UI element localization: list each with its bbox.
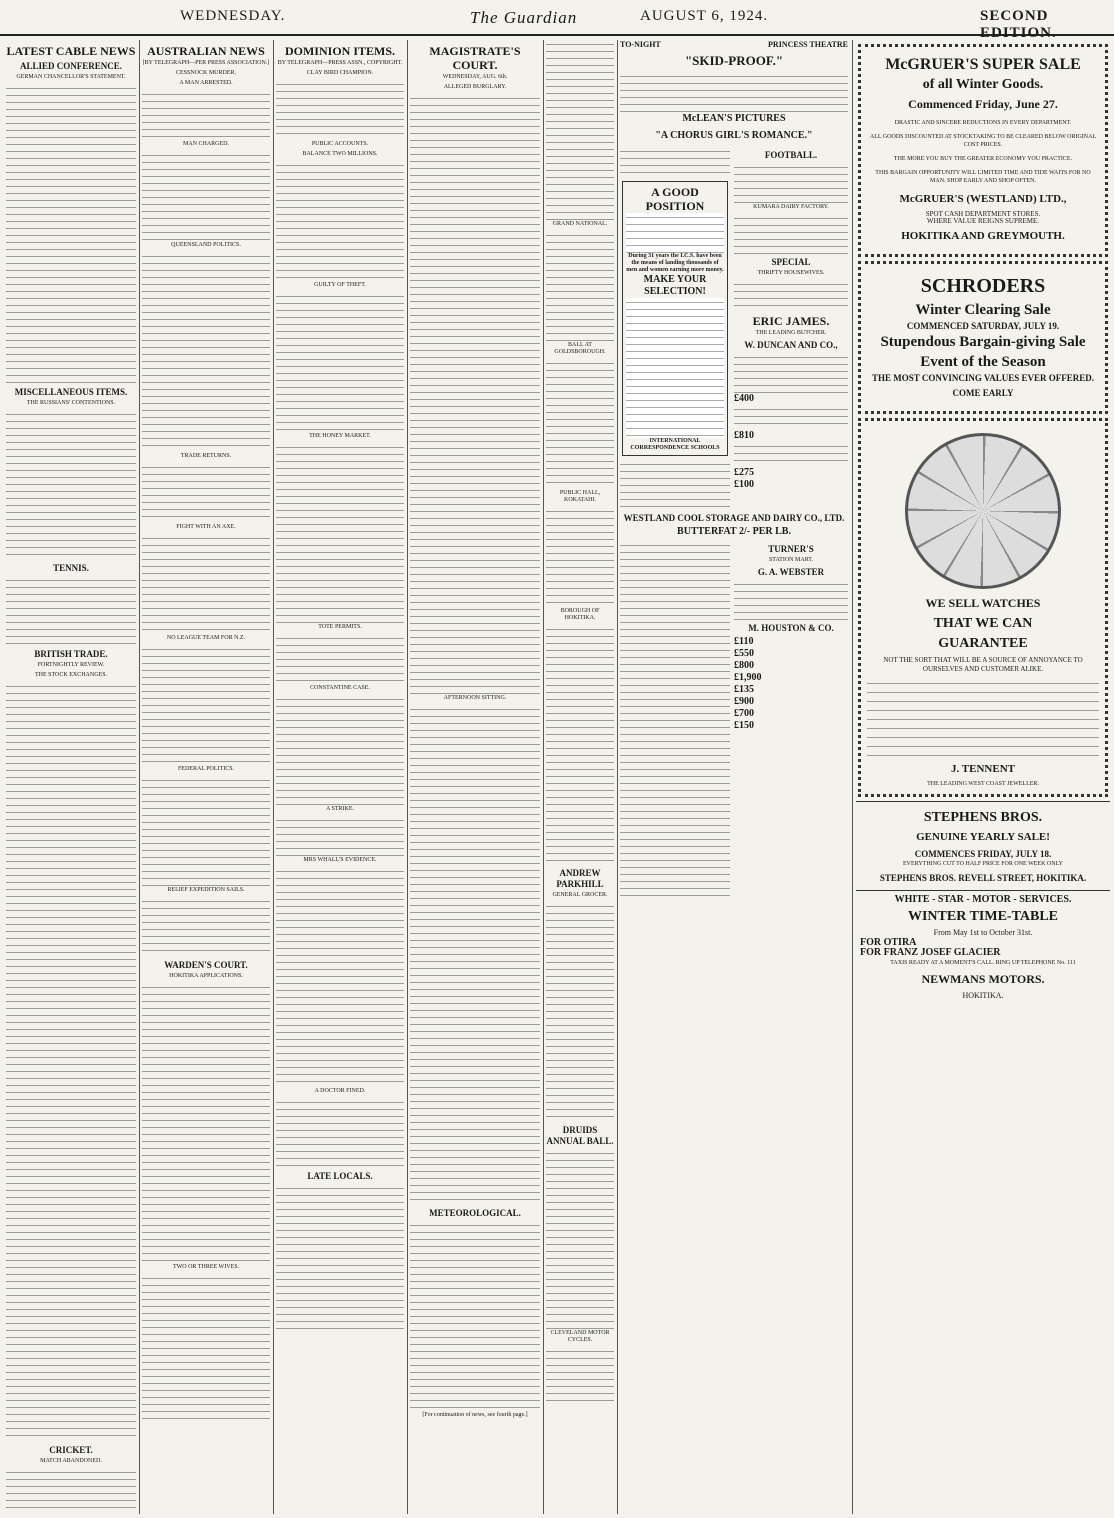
film-title: "SKID-PROOF." [684, 53, 784, 68]
subheading: BY TELEGRAPH—PRESS ASSN., COPYRIGHT. [277, 60, 403, 66]
article-text [142, 534, 270, 634]
ics-title: A GOOD POSITION [645, 185, 705, 213]
article-text [410, 705, 540, 1205]
subheading: GENERAL GROCER. [552, 892, 608, 898]
stephens-sub: GENUINE YEARLY SALE! [916, 831, 1050, 843]
ics-school-name: INTERNATIONAL CORRESPONDENCE SCHOOLS [630, 438, 720, 451]
column-display-adverts [856, 40, 1110, 1514]
mcgruer-text: ALL GOODS DISCOUNTED AT STOCKTAKING TO BE CLEARED BELOW ORIGINAL COST PRICES. [869, 134, 1097, 148]
advert-title: SPECIAL [771, 257, 811, 267]
subheading: KUMARA DAIRY FACTORY. [753, 204, 829, 210]
route-franz-josef: FOR FRANZ JOSEF GLACIER [860, 947, 1001, 958]
subheading: BOROUGH OF HOKITIKA. [560, 608, 600, 621]
property-price: £700 [734, 708, 754, 719]
headline: DOMINION ITEMS. [284, 44, 395, 58]
stephens-advert [856, 801, 1110, 887]
lower-right [734, 541, 848, 901]
subheading: FIGHT WITH AN AXE. [176, 524, 236, 530]
column-rule [852, 40, 853, 1514]
subheading: THE RUSSIANS' CONTENTIONS. [26, 400, 116, 406]
article-text [276, 634, 404, 684]
stephens-title: STEPHENS BROS. [923, 810, 1043, 825]
headline: TENNIS. [53, 563, 89, 573]
watches-headline: THAT WE CAN [933, 616, 1033, 631]
mcgruer-text: THE MORE YOU BUY THE GREATER ECONOMY YOU PRACTICE. [893, 156, 1073, 162]
subheading: TWO OR THREE WIVES. [172, 1264, 240, 1270]
article-text [142, 983, 270, 1263]
property-price: £1,900 [734, 672, 762, 683]
subheading: PUBLIC HALL, KOKATAHI. [559, 490, 601, 503]
property-price: £800 [734, 660, 754, 671]
column-rule [273, 40, 274, 1514]
subheading: BALANCE TWO MILLIONS. [302, 151, 378, 157]
classified-text [546, 902, 614, 1122]
subheading: THE LEADING BUTCHER. [755, 330, 827, 336]
theatre-text [620, 72, 848, 112]
subheading: FEDERAL POLITICS. [177, 766, 235, 772]
white-star-advert [856, 890, 1110, 1005]
tennent-advert [858, 418, 1108, 797]
article-text [276, 1098, 404, 1168]
column-cable-news [6, 40, 136, 1514]
classified-text [546, 507, 614, 607]
theatre-tonight: TO-NIGHT [620, 40, 661, 49]
article-text [276, 292, 404, 432]
subheading: CLEVELAND MOTOR CYCLES. [550, 1330, 610, 1343]
column-magistrates-court [410, 40, 540, 1514]
subheading: GUILTY OF THEFT. [314, 282, 366, 288]
article-text [276, 695, 404, 805]
subheading: CONSTANTINE CASE. [310, 685, 370, 691]
article-text [410, 1221, 540, 1411]
subheading: TOTE PERMITS. [318, 624, 362, 630]
advert-title: DRUIDS ANNUAL BALL. [546, 1125, 614, 1146]
mcgruer-advert [858, 44, 1108, 257]
headline: MISCELLANEOUS ITEMS. [14, 387, 128, 397]
watches-text: NOT THE SORT THAT WILL BE A SOURCE OF ANNOYANCE TO OURSELVES AND CUSTOMER ALIKE. [883, 656, 1083, 673]
classified-text [620, 541, 730, 901]
mcgruer-locations: HOKITIKA AND GREYMOUTH. [901, 230, 1065, 242]
classified-text [620, 460, 730, 510]
mcgruer-text: THIS BARGAIN OPPORTUNITY WILL LIMITED TIME AND TIDE WAITS FOR NO MAN. SHOP EARLY AND SHOP OFTEN. [875, 170, 1091, 184]
property-price: £550 [734, 648, 754, 659]
subheading: WEDNESDAY, AUG. 6th. [442, 74, 508, 80]
subheading: MATCH ABANDONED. [40, 1458, 102, 1464]
stephens-text: EVERYTHING CUT TO HALF PRICE FOR ONE WEEK ONLY [903, 861, 1063, 867]
classified-text [546, 40, 614, 220]
local-ads-right [734, 147, 848, 510]
article-text [6, 682, 136, 1442]
article-text [6, 1468, 136, 1514]
classified-text [734, 405, 848, 430]
column-rule [617, 40, 618, 1514]
stephens-address: STEPHENS BROS. REVELL STREET, HOKITIKA. [879, 873, 1087, 883]
property-price: £275 [734, 467, 754, 478]
advert-title: TURNER'S [768, 544, 814, 554]
mcgruer-text: DRASTIC AND SINCERE REDUCTIONS IN EVERY DEPARTMENT. [894, 120, 1072, 126]
subheading: THRIFTY HOUSEWIVES. [757, 270, 825, 276]
property-price: £150 [734, 720, 754, 731]
subheading: ALLEGED BURGLARY. [443, 84, 507, 90]
masthead-day: WEDNESDAY. [180, 8, 286, 24]
subheading: CESSNOCK MURDER. [175, 70, 236, 76]
article-text [276, 867, 404, 1087]
advert-title: M. HOUSTON & CO. [748, 623, 834, 633]
classified-text [734, 353, 848, 393]
classified-text [620, 147, 730, 177]
ics-advert [622, 181, 728, 456]
film-title: "A CHORUS GIRL'S ROMANCE." [655, 130, 813, 141]
headline: CRICKET. [49, 1445, 93, 1455]
classified-text [734, 580, 848, 620]
pictures-name: McLEAN'S PICTURES [682, 113, 786, 124]
watches-headline: GUARANTEE [938, 636, 1028, 651]
classified-text [546, 231, 614, 341]
subheading: TRADE RETURNS. [180, 453, 232, 459]
column-rule [407, 40, 408, 1514]
column-adverts-local [620, 40, 848, 1514]
subheading: MRS WHALL'S EVIDENCE. [303, 857, 377, 863]
subheading: HOKITIKA APPLICATIONS. [169, 973, 243, 979]
article-text [142, 90, 270, 140]
mid-section [620, 147, 848, 510]
ics-claim: During 31 years the I.C.S. have been the means of landing thousands of men and women earning more money. [626, 253, 724, 273]
lower-left [620, 541, 730, 901]
watches-headline: WE SELL WATCHES [925, 596, 1041, 610]
taxi-note: TAXIS READY AT A MOMENT'S CALL. RING UP TELEPHONE No. 111 [890, 960, 1076, 966]
ics-text [626, 213, 724, 253]
headline: METEOROLOGICAL. [429, 1208, 521, 1218]
classified-text [734, 442, 848, 467]
headline: LATEST CABLE NEWS [6, 44, 136, 58]
classified-text [734, 214, 848, 254]
subheading: THE HONEY MARKET. [309, 433, 371, 439]
masthead-date: AUGUST 6, 1924. [640, 8, 769, 24]
schroders-title: SCHRODERS [920, 275, 1046, 297]
schroders-sub: Winter Clearing Sale [915, 302, 1051, 318]
advert-title: WESTLAND COOL STORAGE AND DAIRY CO., LTD. [623, 513, 845, 523]
article-text [6, 576, 136, 646]
schroders-headline: Stupendous Bargain-giving Sale [880, 334, 1086, 350]
mcgruer-date: Commenced Friday, June 27. [908, 97, 1058, 111]
mcgruer-title: McGRUER'S SUPER SALE [885, 56, 1081, 73]
article-text [276, 443, 404, 623]
classified-text [546, 1347, 614, 1407]
property-price: £135 [734, 684, 754, 695]
article-text [142, 151, 270, 241]
jeweller-tagline: THE LEADING WEST COAST JEWELLER. [927, 781, 1039, 787]
masthead [0, 0, 1114, 41]
article-text [142, 645, 270, 765]
schroders-come-early: COME EARLY [952, 388, 1014, 398]
article-text [142, 252, 270, 452]
article-text [276, 80, 404, 140]
article-text [142, 1274, 270, 1424]
advert-title: ANDREW PARKHILL [556, 868, 604, 889]
subheading: A DOCTOR FINED. [314, 1088, 366, 1094]
property-price: £110 [734, 636, 754, 647]
article-text [142, 897, 270, 957]
column-classifieds [546, 40, 614, 1514]
classified-text [734, 280, 848, 310]
mcgruer-tagline: WHERE VALUE REIGNS SUPREME. [926, 217, 1040, 225]
column-rule [139, 40, 140, 1514]
mcgruer-sub: of all Winter Goods. [922, 77, 1044, 92]
subheading: GRAND NATIONAL. [552, 221, 608, 227]
newmans-title: NEWMANS MOTORS. [921, 972, 1045, 986]
watches-body [867, 678, 1099, 758]
column-rule [543, 40, 544, 1514]
mcgruer-tagline: SPOT CASH DEPARTMENT STORES. [925, 210, 1041, 218]
subheading: RELIEF EXPEDITION SAILS. [167, 887, 245, 893]
advert-title: FOOTBALL. [764, 150, 818, 160]
stephens-date: COMMENCES FRIDAY, JULY 18. [914, 849, 1052, 859]
classified-text [546, 1149, 614, 1329]
article-text [142, 463, 270, 523]
white-star-title: WHITE - STAR - MOTOR - SERVICES. [894, 894, 1072, 905]
route-otira: FOR OTIRA [860, 937, 917, 948]
article-text [6, 410, 136, 560]
subheading: FORTNIGHTLY REVIEW. [37, 662, 105, 668]
schroders-date: COMMENCED SATURDAY, JULY 19. [906, 321, 1060, 331]
classified-text [546, 625, 614, 865]
timetable-title: WINTER TIME-TABLE [907, 909, 1058, 924]
classified-text [546, 359, 614, 489]
subheading: NO LEAGUE TEAM FOR N.Z. [166, 635, 246, 641]
property-price: £100 [734, 479, 754, 490]
subheading: [BY TELEGRAPH—PER PRESS ASSOCIATION.] [142, 60, 270, 66]
subheading: STATION MART. [768, 557, 814, 563]
subheading: GERMAN CHANCELLOR'S STATEMENT. [16, 74, 126, 80]
headline: MAGISTRATE'S COURT. [429, 44, 521, 72]
article-text [6, 84, 136, 384]
article-text [276, 816, 404, 856]
advert-title: W. DUNCAN AND CO., [744, 340, 838, 350]
classified-text [734, 163, 848, 203]
subheading: THE STOCK EXCHANGES. [34, 672, 108, 678]
ics-course-list [626, 298, 724, 438]
property-price: £400 [734, 393, 754, 404]
subheading: QUEENSLAND POLITICS. [171, 242, 241, 248]
advert-title: ERIC JAMES. [752, 314, 830, 328]
subheading: BALL AT GOLDSBOROUGH. [554, 342, 606, 355]
column-australian-news [142, 40, 270, 1514]
advert-title: G. A. WEBSTER [757, 567, 825, 577]
local-ads-left [620, 147, 730, 510]
masthead-title: The Guardian [470, 8, 578, 27]
theatre-header [620, 40, 848, 50]
article-text [142, 776, 270, 886]
headline: WARDEN'S COURT. [164, 960, 248, 970]
mcgruer-company: McGRUER'S (WESTLAND) LTD., [899, 193, 1067, 205]
headline: BRITISH TRADE. [34, 649, 108, 659]
subheading: CLAY BIRD CHAMPION. [306, 70, 374, 76]
headline: LATE LOCALS. [307, 1171, 373, 1181]
lower-section [620, 541, 848, 901]
newmans-location: HOKITIKA. [962, 991, 1004, 1000]
headline: AUSTRALIAN NEWS [147, 44, 265, 58]
schroders-advert [858, 261, 1108, 414]
watch-icon [905, 433, 1061, 589]
jeweller-name: J. TENNENT [951, 763, 1015, 775]
schroders-headline: Event of the Season [920, 354, 1046, 370]
column-dominion-items [276, 40, 404, 1514]
subheading: AFTERNOON SITTING. [443, 695, 507, 701]
property-price: £900 [734, 696, 754, 707]
article-text [276, 1184, 404, 1334]
article-text [410, 94, 540, 694]
ics-selection: MAKE YOUR SELECTION! [643, 274, 707, 297]
headline: ALLIED CONFERENCE. [19, 61, 122, 71]
property-price: £810 [734, 430, 754, 441]
subheading: MAN CHARGED. [182, 141, 229, 147]
theatre-name: PRINCESS THEATRE [768, 40, 848, 49]
continuation-note: [For continuation of news, see fourth page.] [422, 1412, 528, 1418]
butterfat-price: BUTTERFAT 2/- PER LB. [677, 526, 791, 537]
article-text [276, 161, 404, 281]
subheading: A MAN ARRESTED. [179, 80, 233, 86]
schroders-values: THE MOST CONVINCING VALUES EVER OFFERED. [871, 373, 1095, 383]
timetable-dates: From May 1st to October 31st. [933, 928, 1033, 937]
subheading: PUBLIC ACCOUNTS. [311, 141, 369, 147]
masthead-edition: SECOND EDITION. [980, 8, 1057, 41]
subheading: A STRIKE. [325, 806, 354, 812]
